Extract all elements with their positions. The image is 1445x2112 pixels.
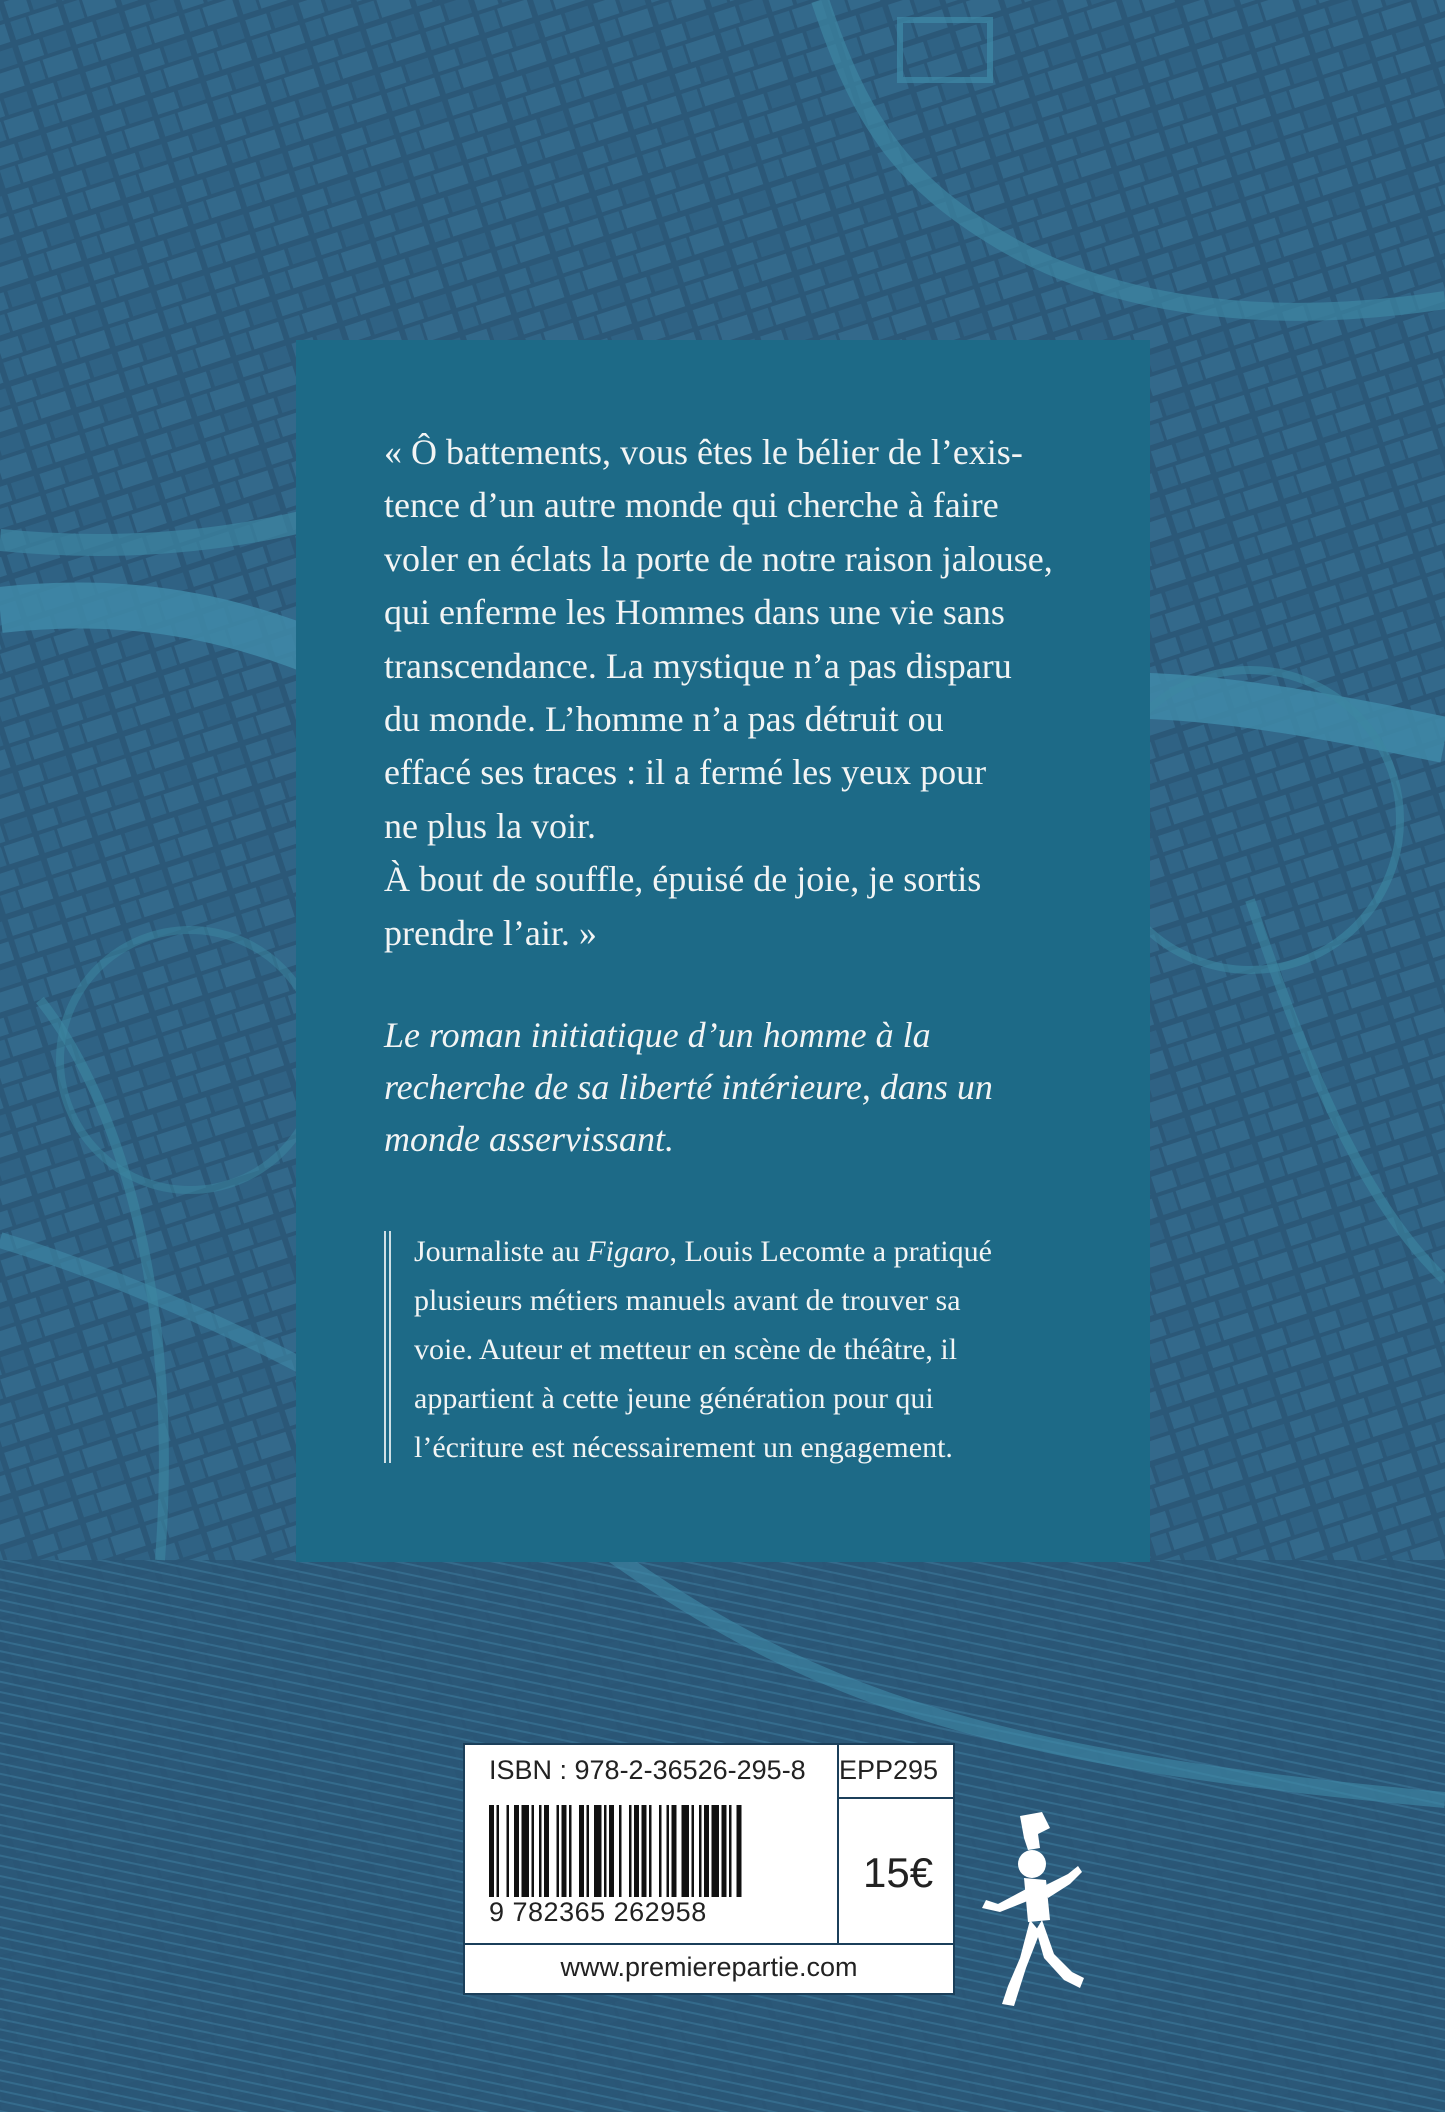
product-code: EPP295	[839, 1755, 939, 1785]
price: 15€	[863, 1849, 934, 1896]
barcode-bar	[722, 1805, 727, 1897]
barcode-bar	[667, 1805, 670, 1897]
barcode-bar	[604, 1805, 607, 1897]
author-bio	[384, 1227, 1062, 1472]
quote-line: voler en éclats la porte de notre raison jalouse,	[384, 538, 1053, 579]
barcode-bar	[629, 1805, 632, 1897]
text-panel	[296, 340, 1150, 1562]
barcode-bar	[562, 1805, 567, 1897]
barcode-bar	[672, 1805, 677, 1897]
quote-line: du monde. L’homme n’a pas détruit ou	[384, 699, 944, 740]
barcode-bar	[737, 1805, 742, 1897]
barcode-bar	[704, 1805, 709, 1897]
barcode-bar	[659, 1805, 662, 1897]
isbn-label: ISBN : 978-2-36526-295-8	[489, 1755, 806, 1785]
tagline-line: recherche de sa liberté intérieure, dans un	[384, 1067, 993, 1108]
tagline-line: Le roman initiatique d’un homme à la	[384, 1015, 931, 1056]
barcode-bar	[579, 1805, 584, 1897]
barcode-icon	[489, 1805, 817, 1897]
barcode-bar	[729, 1805, 732, 1897]
barcode-bar	[619, 1805, 622, 1897]
barcode-bar	[532, 1805, 535, 1897]
barcode-bar	[699, 1805, 702, 1897]
publisher-website[interactable]: www.premierepartie.com	[560, 1952, 858, 1982]
barcode-bar	[569, 1805, 572, 1897]
divider	[837, 1797, 953, 1799]
bio-line: voie. Auteur et metteur en scène de théâtre, il	[414, 1333, 958, 1367]
barcode-bar	[634, 1805, 639, 1897]
barcode-digits: 9 782365 262958	[489, 1897, 707, 1927]
excerpt-quote	[384, 426, 1062, 960]
barcode-bar	[522, 1805, 530, 1897]
bio-line: l’écriture est nécessairement un engagement.	[414, 1431, 953, 1465]
quote-line: effacé ses traces : il a fermé les yeux pour	[384, 752, 987, 793]
book-tagline	[384, 1009, 1062, 1165]
barcode-bar	[507, 1805, 510, 1897]
quote-line: transcendance. La mystique n’a pas disparu	[384, 645, 1012, 686]
bio-line: appartient à cette jeune génération pour qui	[414, 1382, 934, 1416]
bio-line: Journaliste au Figaro, Louis Lecomte a pratiqué	[414, 1235, 992, 1269]
divider	[465, 1943, 953, 1945]
barcode-bar	[712, 1805, 720, 1897]
quote-line: « Ô battements, vous êtes le bélier de l’exis-	[384, 432, 1023, 472]
barcode-bar	[649, 1805, 652, 1897]
quote-line: À bout de souffle, épuisé de joie, je sortis	[384, 859, 982, 900]
barcode-block	[463, 1743, 955, 1995]
barcode-bar	[642, 1805, 647, 1897]
barcode-bar	[544, 1805, 549, 1897]
barcode-bar	[497, 1805, 500, 1897]
barcode-bar	[682, 1805, 690, 1897]
barcode-bar	[514, 1805, 519, 1897]
bio-divider-bar	[384, 1231, 391, 1463]
dancing-figure-icon	[980, 1808, 1090, 2018]
barcode-bar	[594, 1805, 602, 1897]
quote-line: qui enferme les Hommes dans une vie sans	[384, 592, 1005, 633]
newspaper-name: Figaro	[587, 1235, 670, 1269]
tagline-line: monde asservissant.	[384, 1119, 674, 1160]
barcode-bar	[587, 1805, 590, 1897]
barcode-bar	[539, 1805, 542, 1897]
barcode-bar	[557, 1805, 560, 1897]
quote-line: ne plus la voir.	[384, 805, 596, 846]
quote-line: prendre l’air. »	[384, 912, 597, 953]
barcode-bar	[692, 1805, 695, 1897]
barcode-bar	[609, 1805, 614, 1897]
barcode-bar	[489, 1805, 494, 1897]
bio-line: plusieurs métiers manuels avant de trouver sa	[414, 1284, 961, 1318]
quote-line: tence d’un autre monde qui cherche à faire	[384, 485, 999, 526]
